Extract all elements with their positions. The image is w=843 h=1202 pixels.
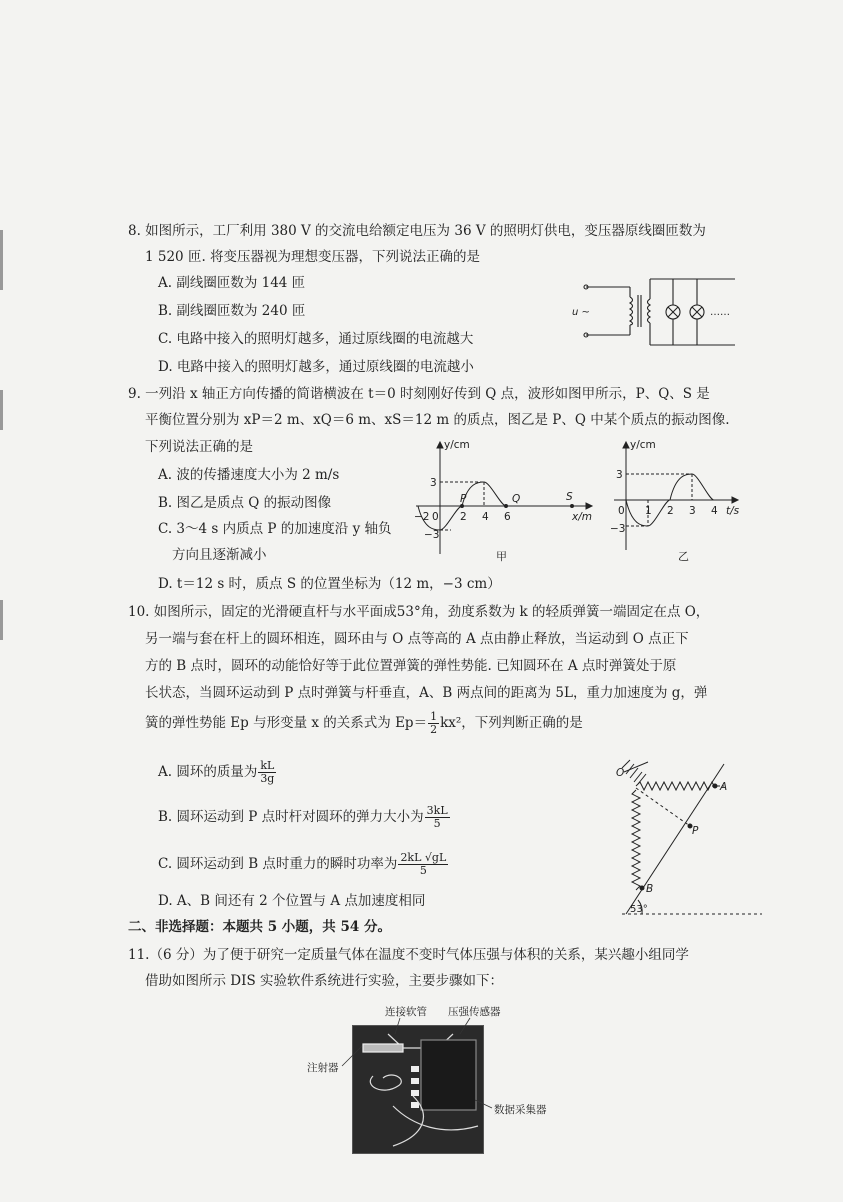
q9-jia-xtick-neg2: −2 (414, 511, 430, 523)
q8-dots: …… (710, 307, 730, 318)
q9-option-d: D. t＝12 s 时，质点 S 的位置坐标为（12 m，−3 cm） (158, 576, 501, 592)
q9-yi-xtick-1: 1 (645, 505, 652, 517)
q9-yi-caption: 乙 (678, 550, 689, 563)
q9-jia-xtick-4: 4 (482, 511, 489, 523)
q9-jia-xtick-6: 6 (504, 511, 511, 523)
q10-fig-label-angle: 53° (630, 904, 648, 915)
q9-yi-xtick-0: 0 (618, 505, 625, 517)
q9-option-a: A. 波的传播速度大小为 2 m/s (158, 467, 340, 483)
q9-yi-ytick-3: 3 (616, 469, 623, 481)
q9-jia-ytick-3: 3 (430, 477, 437, 489)
q10-option-b-num: 3kL (426, 804, 448, 817)
q8-option-d: D. 电路中接入的照明灯越多，通过原线圈的电流越小 (158, 359, 474, 375)
q10-option-c (158, 852, 449, 877)
binding-edge-mark (0, 230, 3, 290)
q10-option-b (158, 805, 451, 830)
q10-half-num: 1 (430, 710, 438, 723)
q11-label-tube: 连接软管 (385, 1006, 427, 1018)
q10-stem-line5-a: 簧的弹性势能 Ep 与形变量 x 的关系式为 Ep＝ (145, 715, 428, 731)
q10-option-d: D. A、B 间还有 2 个位置与 A 点加速度相同 (158, 893, 426, 909)
q8-u-label: u ~ (572, 307, 590, 318)
q9-vibration-graph-yi (608, 438, 748, 563)
q10-fig-label-a: A (720, 781, 728, 793)
q9-yi-xtick-2: 2 (667, 505, 674, 517)
q8-option-a: A. 副线圈匝数为 144 匝 (158, 275, 306, 291)
q9-jia-point-s: S (566, 491, 573, 503)
q8-stem-line2: 1 520 匝. 将变压器视为理想变压器，下列说法正确的是 (145, 249, 481, 265)
q10-stem-line2: 另一端与套在杆上的圆环相连，圆环由与 O 点等高的 A 点由静止释放，当运动到 O 点正下 (145, 631, 689, 647)
q9-jia-point-q: Q (512, 493, 521, 505)
q8-option-b: B. 副线圈匝数为 240 匝 (158, 303, 306, 319)
q10-spring-rod-figure (612, 758, 762, 918)
binding-edge-mark (0, 390, 3, 430)
q10-stem-line5-b: kx²，下列判断正确的是 (440, 715, 583, 731)
section-2-heading: 二、非选择题：本题共 5 小题，共 54 分。 (128, 919, 391, 935)
q10-option-b-fraction (425, 805, 450, 830)
q9-option-c-cont: 方向且逐渐减小 (172, 547, 267, 563)
q10-half-fraction (428, 711, 439, 736)
q11-stem-line2: 借助如图所示 DIS 实验软件系统进行实验，主要步骤如下： (145, 973, 503, 989)
q10-fig-label-o: O (616, 767, 625, 779)
q10-fig-label-p: P (692, 825, 699, 837)
q10-option-a-text: A. 圆环的质量为 (158, 764, 258, 780)
q9-jia-ylabel: y/cm (444, 439, 470, 451)
q8-stem-line1: 8. 如图所示，工厂利用 380 V 的交流电给额定电压为 36 V 的照明灯供电，变压器原线圈匝数为 (128, 223, 706, 239)
q9-stem-line3: 下列说法正确的是 (145, 439, 253, 455)
binding-edge-mark (0, 600, 3, 640)
q9-jia-point-p: P (460, 493, 467, 505)
q10-option-b-text: B. 圆环运动到 P 点时杆对圆环的弹力大小为 (158, 809, 424, 825)
q9-stem-line2: 平衡位置分别为 xP＝2 m、xQ＝6 m、xS＝12 m 的质点，图乙是 P、Q 中某个质点的振动图像. (145, 412, 730, 428)
q10-option-c-text: C. 圆环运动到 B 点时重力的瞬时功率为 (158, 856, 398, 872)
q11-dis-apparatus-photo (352, 1025, 484, 1154)
q9-jia-caption: 甲 (496, 550, 507, 563)
q9-wave-graph-jia (410, 438, 600, 563)
q10-option-c-fraction (398, 852, 448, 877)
q10-option-c-den: 5 (419, 864, 427, 877)
q9-option-c: C. 3～4 s 内质点 P 的加速度沿 y 轴负 (158, 521, 392, 537)
q9-jia-xtick-0: 0 (432, 511, 439, 523)
q10-fig-label-b: B (646, 883, 654, 895)
q10-option-a-fraction (258, 760, 276, 785)
q10-option-a-den: 3g (260, 772, 275, 785)
q11-stem-line1: 11.（6 分）为了便于研究一定质量气体在温度不变时气体压强与体积的关系，某兴趣小组同学 (128, 947, 689, 963)
q9-yi-xtick-4: 4 (711, 505, 718, 517)
q8-option-c: C. 电路中接入的照明灯越多，通过原线圈的电流越大 (158, 331, 474, 347)
q11-label-collector: 数据采集器 (494, 1104, 547, 1116)
q9-yi-ytick-neg3: −3 (610, 523, 626, 535)
q10-stem-line1: 10. 如图所示，固定的光滑硬直杆与水平面成53°角，劲度系数为 k 的轻质弹簧一端固定在点 O， (128, 604, 710, 620)
q10-option-a-num: kL (260, 759, 275, 772)
q9-yi-xlabel: t/s (726, 505, 740, 517)
q10-option-a (158, 760, 277, 785)
q9-yi-ylabel: y/cm (630, 439, 656, 451)
q9-stem-line1: 9. 一列沿 x 轴正方向传播的简谐横波在 t＝0 时刻刚好传到 Q 点，波形如图甲所示，P、Q、S 是 (128, 386, 710, 402)
q9-jia-xlabel: x/m (572, 511, 592, 523)
q8-transformer-circuit-figure (570, 275, 750, 350)
q10-stem-line5 (145, 711, 583, 736)
q10-stem-line3: 方的 B 点时，圆环的动能恰好等于此位置弹簧的弹性势能. 已知圆环在 A 点时弹簧处于原 (145, 658, 677, 674)
q11-label-sensor: 压强传感器 (448, 1006, 501, 1018)
q10-half-den: 2 (430, 723, 438, 736)
q9-jia-xtick-2: 2 (460, 511, 467, 523)
q11-label-syringe: 注射器 (307, 1062, 339, 1074)
q10-stem-line4: 长状态，当圆环运动到 P 点时弹簧与杆垂直，A、B 两点间的距离为 5L，重力加速度为 g，弹 (145, 685, 708, 701)
q9-yi-xtick-3: 3 (689, 505, 696, 517)
q9-jia-ytick-neg3: −3 (424, 529, 440, 541)
q10-option-c-num: 2kL √gL (400, 851, 447, 864)
q10-option-b-den: 5 (433, 817, 441, 830)
q9-option-b: B. 图乙是质点 Q 的振动图像 (158, 495, 332, 511)
